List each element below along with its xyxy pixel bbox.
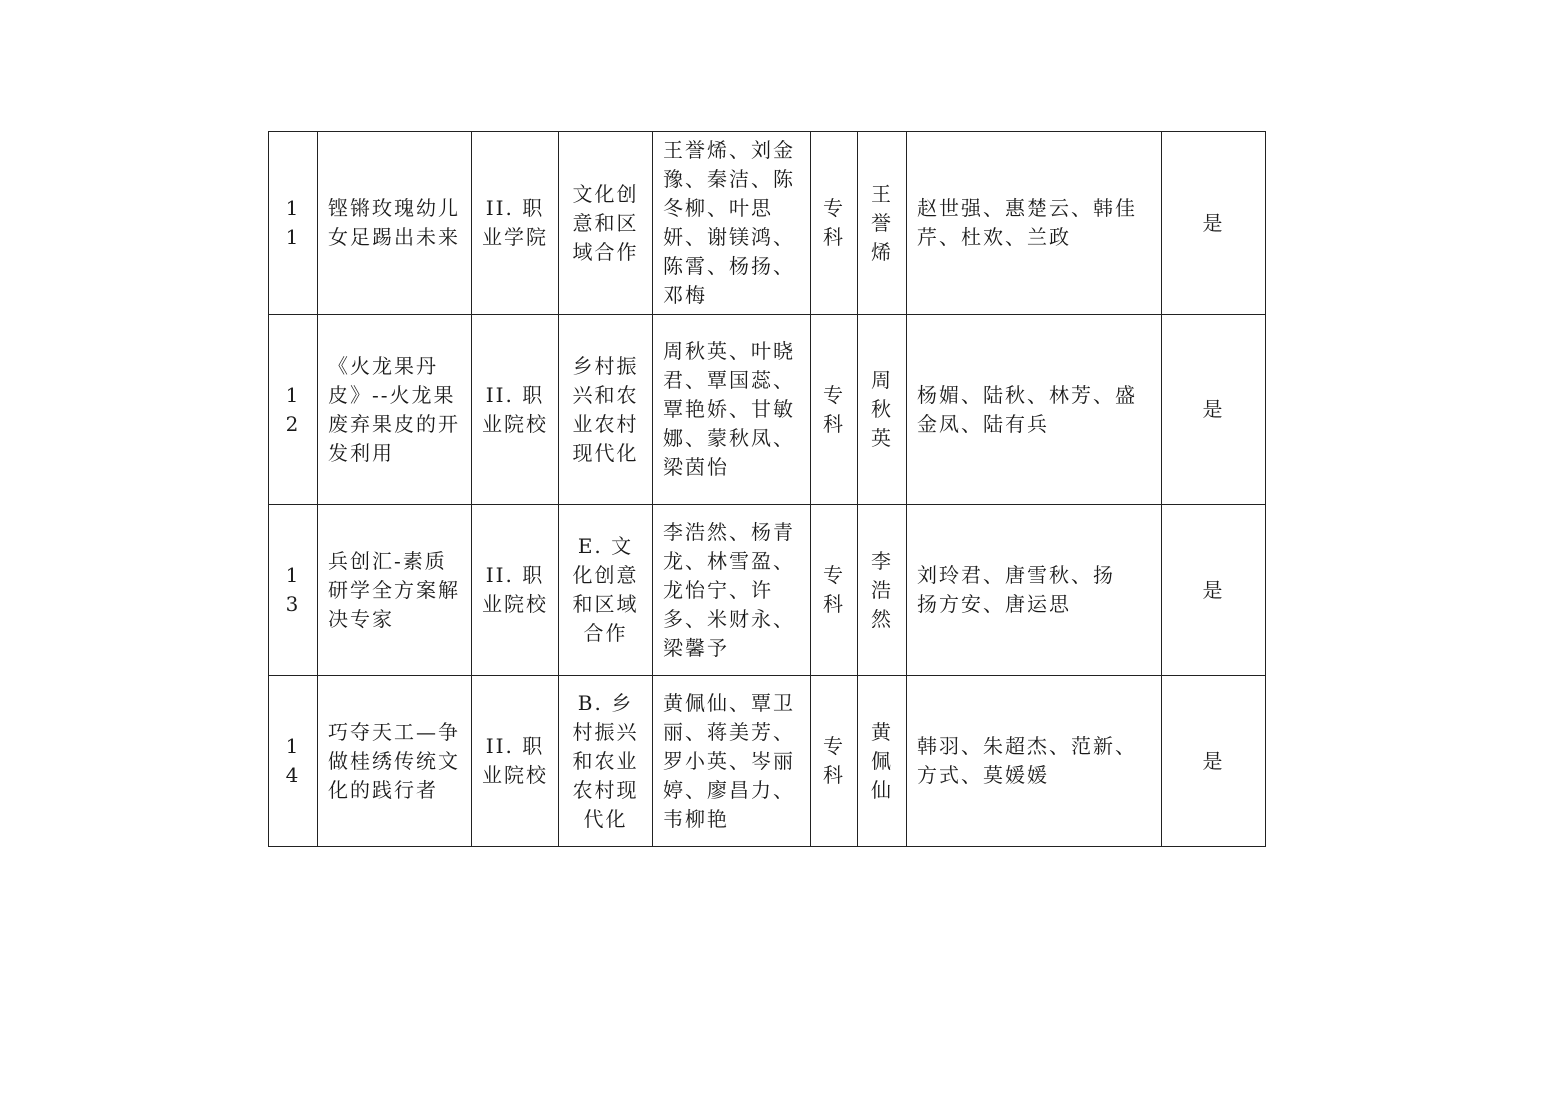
project-table xyxy=(268,131,1266,847)
team-leader: 王誉烯 xyxy=(858,132,907,315)
education-level: 专科 xyxy=(811,505,858,676)
school-type: II. 职业院校 xyxy=(472,315,559,505)
team-leader: 黄佩仙 xyxy=(858,676,907,847)
school-type: II. 职业学院 xyxy=(472,132,559,315)
row-number: 12 xyxy=(269,315,318,505)
status-flag: 是 xyxy=(1162,505,1266,676)
status-flag: 是 xyxy=(1162,676,1266,847)
track-name: E. 文化创意和区域合作 xyxy=(559,505,653,676)
table-row xyxy=(269,505,1266,676)
team-members: 王誉烯、刘金豫、秦洁、陈冬柳、叶思妍、谢镁鸿、陈霄、杨扬、邓梅 xyxy=(653,132,811,315)
track-name: 文化创意和区域合作 xyxy=(559,132,653,315)
team-members: 黄佩仙、覃卫丽、蒋美芳、罗小英、岑丽婷、廖昌力、韦柳艳 xyxy=(653,676,811,847)
project-name: 巧夺天工—争做桂绣传统文化的践行者 xyxy=(318,676,472,847)
school-type: II. 职业院校 xyxy=(472,676,559,847)
track-name: 乡村振兴和农业农村现代化 xyxy=(559,315,653,505)
row-number: 14 xyxy=(269,676,318,847)
project-name: 《火龙果丹皮》--火龙果废弃果皮的开发利用 xyxy=(318,315,472,505)
row-number: 13 xyxy=(269,505,318,676)
team-members: 李浩然、杨青龙、林雪盈、龙怡宁、许多、米财永、梁馨予 xyxy=(653,505,811,676)
project-name: 兵创汇-素质研学全方案解决专家 xyxy=(318,505,472,676)
education-level: 专科 xyxy=(811,132,858,315)
team-leader: 周秋英 xyxy=(858,315,907,505)
status-flag: 是 xyxy=(1162,132,1266,315)
team-members: 周秋英、叶晓君、覃国蕊、覃艳娇、甘敏娜、蒙秋凤、梁茵怡 xyxy=(653,315,811,505)
mentors: 赵世强、惠楚云、韩佳芹、杜欢、兰政 xyxy=(907,132,1162,315)
row-number: 11 xyxy=(269,132,318,315)
mentors: 杨媚、陆秋、林芳、盛金凤、陆有兵 xyxy=(907,315,1162,505)
table-row xyxy=(269,132,1266,315)
status-flag: 是 xyxy=(1162,315,1266,505)
mentors: 刘玲君、唐雪秋、扬 扬方安、唐运思 xyxy=(907,505,1162,676)
mentors: 韩羽、朱超杰、范新、方式、莫媛媛 xyxy=(907,676,1162,847)
team-leader: 李浩然 xyxy=(858,505,907,676)
table-row xyxy=(269,315,1266,505)
project-name: 铿锵玫瑰幼儿女足踢出未来 xyxy=(318,132,472,315)
track-name: B. 乡村振兴和农业农村现代化 xyxy=(559,676,653,847)
school-type: II. 职业院校 xyxy=(472,505,559,676)
education-level: 专科 xyxy=(811,676,858,847)
table-row xyxy=(269,676,1266,847)
education-level: 专科 xyxy=(811,315,858,505)
